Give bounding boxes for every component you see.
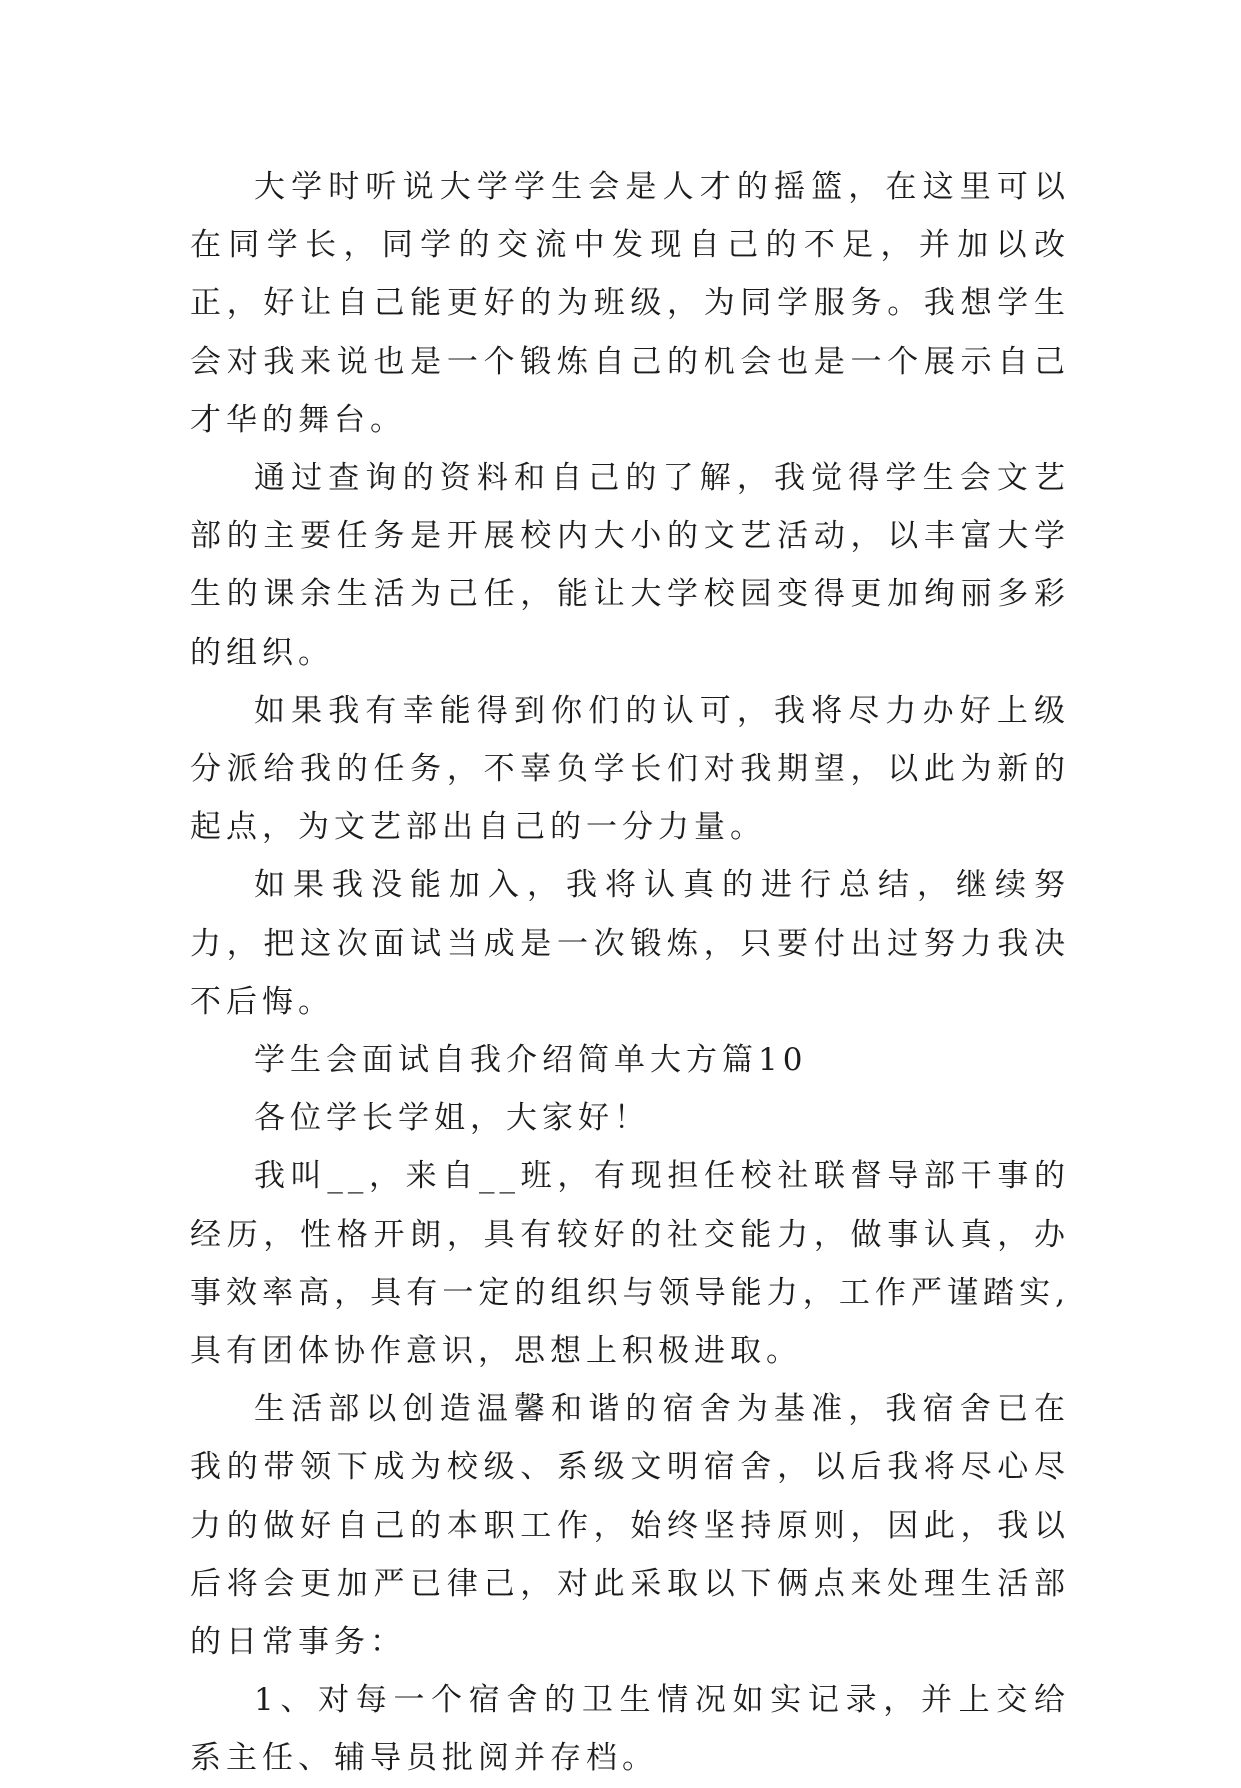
paragraph: 生活部以创造温馨和谐的宿舍为基准，我宿舍已在我的带领下成为校级、系级文明宿舍，以后我将尽心尽力的做好自己的本职工作，始终坚持原则，因此，我以后将会更加严已律己，对此采取以下俩点来处理生活部的日常事务： [190,1391,1070,1661]
document-page [190,158,1070,1788]
paragraph: 大学时听说大学学生会是人才的摇篮，在这里可以在同学长，同学的交流中发现自己的不足，并加以改正，好让自己能更好的为班级，为同学服务。我想学生会对我来说也是一个锻炼自己的机会也是一个展示自己才华的舞台。 [190,169,1070,438]
paragraph: 通过查询的资料和自己的了解，我觉得学生会文艺部的主要任务是开展校内大小的文艺活动，以丰富大学生的课余生活为己任，能让大学校园变得更加绚丽多彩的组织。 [190,460,1070,671]
paragraph: 如果我有幸能得到你们的认可，我将尽力办好上级分派给我的任务，不辜负学长们对我期望，以此为新的起点，为文艺部出自己的一分力量。 [190,692,1070,846]
greeting: 各位学长学姐，大家好！ [254,1100,650,1137]
paragraph: 我叫__，来自__班，有现担任校社联督导部干事的经历，性格开朗，具有较好的社交能力，做事认真，办事效率高，具有一定的组织与领导能力，工作严谨踏实,具有团体协作意识，思想上积极进取。 [190,1158,1070,1370]
paragraph: 如果我没能加入，我将认真的进行总结，继续努力，把这次面试当成是一次锻炼，只要付出过努力我决不后悔。 [190,867,1070,1020]
list-item: 1、对每一个宿舍的卫生情况如实记录，并上交给系主任、辅导员批阅并存档。 [190,1682,1070,1777]
section-heading: 学生会面试自我介绍简单大方篇10 [254,1042,808,1079]
